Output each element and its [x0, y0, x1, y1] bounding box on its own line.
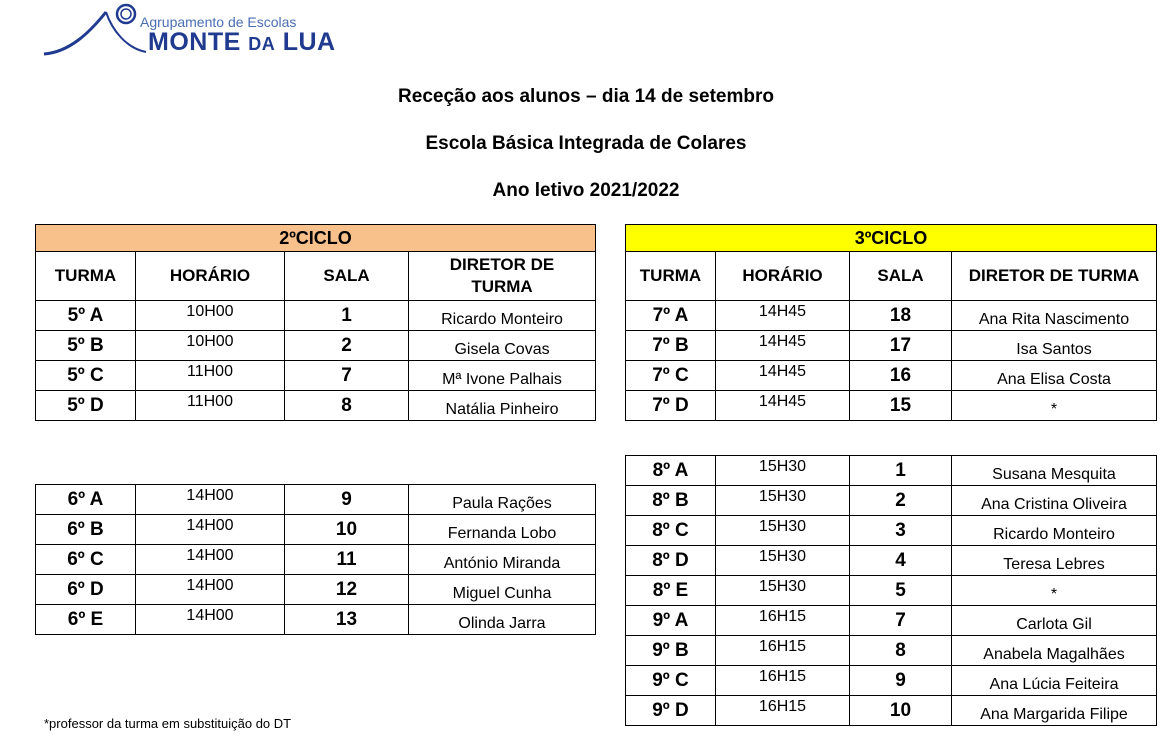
- cell-sala: 2: [285, 331, 409, 361]
- footnote: *professor da turma em substituição do DT: [44, 716, 292, 731]
- cell-horario: 10H00: [136, 331, 285, 361]
- cell-turma: 9º A: [626, 606, 716, 636]
- cell-diretor: Ricardo Monteiro: [952, 516, 1157, 546]
- cell-horario: 14H00: [136, 515, 285, 545]
- cell-sala: 18: [850, 301, 952, 331]
- table-row: [626, 301, 1157, 331]
- header-turma: TURMA: [626, 252, 716, 301]
- cell-horario: 14H45: [716, 391, 850, 421]
- cell-diretor: Ana Margarida Filipe: [952, 696, 1157, 726]
- table-row: [626, 486, 1157, 516]
- cell-sala: 3: [850, 516, 952, 546]
- cell-diretor: Gisela Covas: [409, 331, 596, 361]
- cell-turma: 5º D: [36, 391, 136, 421]
- table-row: [626, 636, 1157, 666]
- cell-horario: 16H15: [716, 666, 850, 696]
- cell-diretor: Mª Ivone Palhais: [409, 361, 596, 391]
- cell-sala: 8: [850, 636, 952, 666]
- header-horario: HORÁRIO: [716, 252, 850, 301]
- ciclo2-band: 2ºCICLO: [36, 225, 596, 252]
- cell-sala: 2: [850, 486, 952, 516]
- table-row: [36, 545, 596, 575]
- cell-turma: 8º C: [626, 516, 716, 546]
- cell-diretor: Ricardo Monteiro: [409, 301, 596, 331]
- cell-horario: 15H30: [716, 546, 850, 576]
- cell-turma: 7º A: [626, 301, 716, 331]
- table-3ciclo-8-9ano: [625, 455, 1157, 726]
- table-2ciclo-5ano: [35, 224, 596, 421]
- table-row: [626, 391, 1157, 421]
- cell-diretor: Ana Rita Nascimento: [952, 301, 1157, 331]
- header-sala: SALA: [285, 252, 409, 301]
- table-row: [36, 331, 596, 361]
- cell-horario: 14H00: [136, 545, 285, 575]
- table-row: [626, 361, 1157, 391]
- cell-sala: 7: [285, 361, 409, 391]
- cell-sala: 11: [285, 545, 409, 575]
- cell-horario: 16H15: [716, 696, 850, 726]
- school-logo: [40, 2, 350, 62]
- table-row: [36, 361, 596, 391]
- cell-horario: 10H00: [136, 301, 285, 331]
- cell-turma: 9º C: [626, 666, 716, 696]
- cell-horario: 14H45: [716, 361, 850, 391]
- cell-diretor: Ana Cristina Oliveira: [952, 486, 1157, 516]
- cell-turma: 8º D: [626, 546, 716, 576]
- cell-turma: 9º D: [626, 696, 716, 726]
- table-row: [626, 606, 1157, 636]
- table-row: [626, 546, 1157, 576]
- cell-sala: 9: [850, 666, 952, 696]
- cell-diretor: *: [952, 391, 1157, 421]
- cell-diretor: Ana Lúcia Feiteira: [952, 666, 1157, 696]
- cell-turma: 6º D: [36, 575, 136, 605]
- cell-sala: 1: [285, 301, 409, 331]
- cell-horario: 15H30: [716, 576, 850, 606]
- cell-sala: 10: [285, 515, 409, 545]
- header-sala: SALA: [850, 252, 952, 301]
- cell-diretor: Ana Elisa Costa: [952, 361, 1157, 391]
- cell-sala: 17: [850, 331, 952, 361]
- cell-horario: 16H15: [716, 606, 850, 636]
- title-line3: Ano letivo 2021/2022: [492, 180, 680, 201]
- cell-sala: 9: [285, 485, 409, 515]
- cell-turma: 7º D: [626, 391, 716, 421]
- table-row: [626, 696, 1157, 726]
- cell-turma: 7º B: [626, 331, 716, 361]
- table-row: [626, 576, 1157, 606]
- cell-horario: 11H00: [136, 361, 285, 391]
- header-turma: TURMA: [36, 252, 136, 301]
- title-line1: Receção aos alunos – dia 14 de setembro: [398, 86, 774, 107]
- table-row: [626, 331, 1157, 361]
- header-diretor: DIRETOR DE TURMA: [952, 252, 1157, 301]
- cell-horario: 14H00: [136, 485, 285, 515]
- logo-line2: MONTE DA LUA: [148, 28, 336, 56]
- table-row: [36, 391, 596, 421]
- cell-horario: 14H45: [716, 301, 850, 331]
- header-diretor: DIRETOR DE TURMA: [409, 252, 596, 301]
- cell-diretor: Carlota Gil: [952, 606, 1157, 636]
- table-row: [36, 575, 596, 605]
- cell-diretor: Isa Santos: [952, 331, 1157, 361]
- cell-turma: 5º B: [36, 331, 136, 361]
- cell-turma: 6º E: [36, 605, 136, 635]
- cell-turma: 9º B: [626, 636, 716, 666]
- table-row: [36, 485, 596, 515]
- cell-diretor: Natália Pinheiro: [409, 391, 596, 421]
- cell-turma: 8º B: [626, 486, 716, 516]
- cell-sala: 15: [850, 391, 952, 421]
- table-row: [36, 301, 596, 331]
- cell-horario: 14H45: [716, 331, 850, 361]
- table-row: [626, 516, 1157, 546]
- moon-logo-icon: [40, 2, 150, 62]
- cell-horario: 14H00: [136, 575, 285, 605]
- cell-sala: 4: [850, 546, 952, 576]
- cell-sala: 5: [850, 576, 952, 606]
- cell-turma: 5º C: [36, 361, 136, 391]
- cell-turma: 6º A: [36, 485, 136, 515]
- cell-horario: 15H30: [716, 486, 850, 516]
- cell-turma: 6º C: [36, 545, 136, 575]
- cell-turma: 8º E: [626, 576, 716, 606]
- ciclo3-band: 3ºCICLO: [626, 225, 1157, 252]
- table-2ciclo-6ano: [35, 484, 596, 635]
- cell-horario: 16H15: [716, 636, 850, 666]
- cell-sala: 12: [285, 575, 409, 605]
- cell-diretor: António Miranda: [409, 545, 596, 575]
- cell-diretor: Olinda Jarra: [409, 605, 596, 635]
- cell-turma: 6º B: [36, 515, 136, 545]
- table-row: [36, 605, 596, 635]
- cell-sala: 8: [285, 391, 409, 421]
- table-3ciclo-7ano: [625, 224, 1157, 421]
- cell-sala: 10: [850, 696, 952, 726]
- cell-diretor: *: [952, 576, 1157, 606]
- cell-horario: 11H00: [136, 391, 285, 421]
- table-row: [626, 666, 1157, 696]
- cell-diretor: Anabela Magalhães: [952, 636, 1157, 666]
- title-line2: Escola Básica Integrada de Colares: [425, 133, 747, 154]
- cell-diretor: Miguel Cunha: [409, 575, 596, 605]
- cell-turma: 5º A: [36, 301, 136, 331]
- logo-line1: Agrupamento de Escolas: [140, 14, 297, 30]
- cell-horario: 14H00: [136, 605, 285, 635]
- cell-diretor: Fernanda Lobo: [409, 515, 596, 545]
- table-row: [626, 456, 1157, 486]
- cell-sala: 16: [850, 361, 952, 391]
- table-row: [36, 515, 596, 545]
- cell-turma: 8º A: [626, 456, 716, 486]
- cell-sala: 7: [850, 606, 952, 636]
- cell-sala: 1: [850, 456, 952, 486]
- cell-horario: 15H30: [716, 516, 850, 546]
- header-horario: HORÁRIO: [136, 252, 285, 301]
- cell-sala: 13: [285, 605, 409, 635]
- cell-horario: 15H30: [716, 456, 850, 486]
- cell-diretor: Paula Rações: [409, 485, 596, 515]
- cell-diretor: Susana Mesquita: [952, 456, 1157, 486]
- cell-diretor: Teresa Lebres: [952, 546, 1157, 576]
- cell-turma: 7º C: [626, 361, 716, 391]
